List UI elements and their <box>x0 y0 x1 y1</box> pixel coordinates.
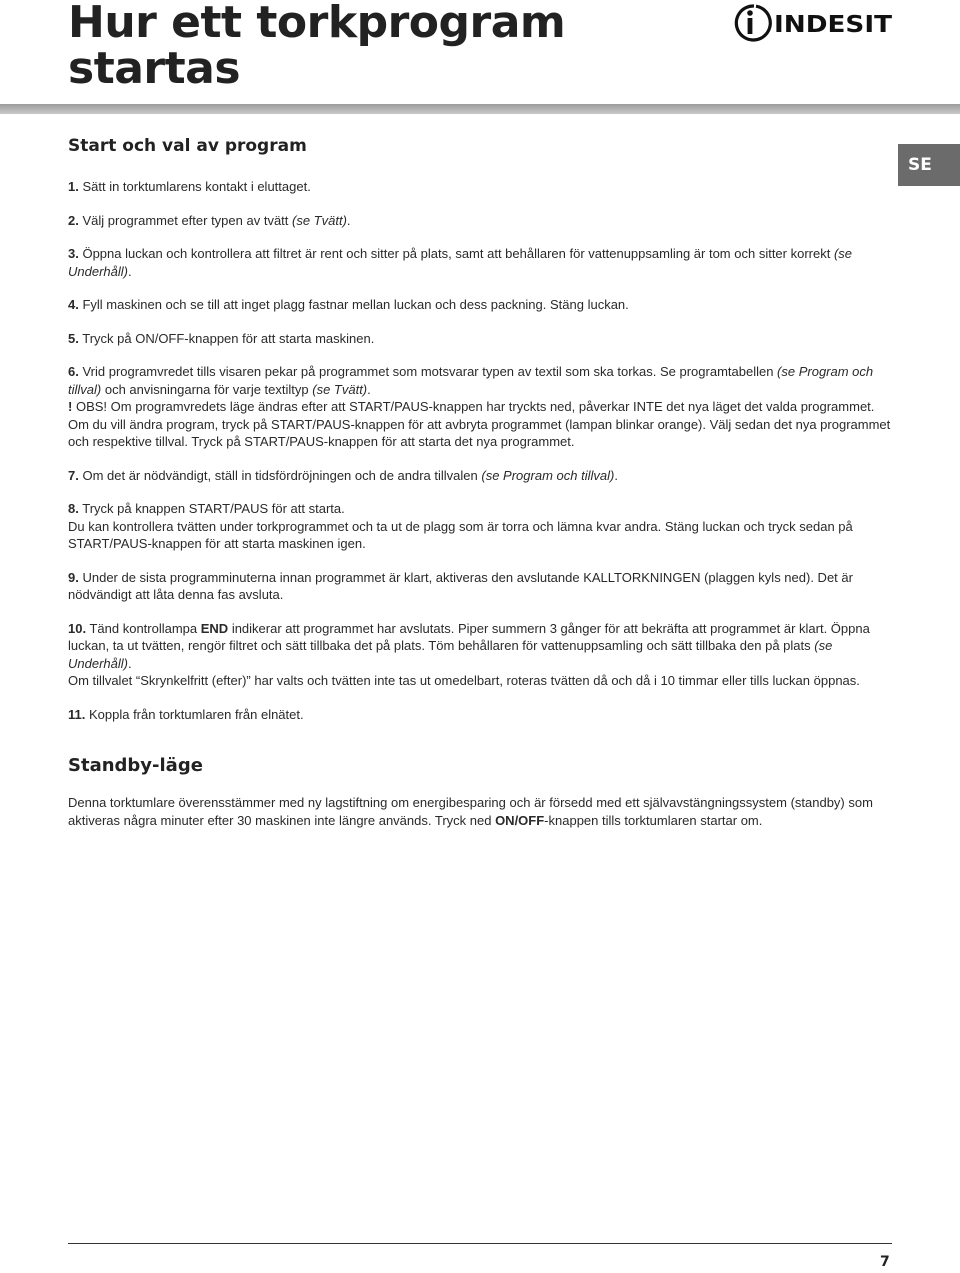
standby-text: Denna torktumlare överensstämmer med ny lagstiftning om energibesparing och är försedd med ett självavstängningssystem (standby) som aktiveras några minuter efter 30 maskinen inte längre används. Tryck ned ON/OFF-knappen tills torktumlaren startar om. <box>68 795 873 828</box>
note-label: OBS! <box>75 399 108 414</box>
indesit-logo-icon <box>736 6 770 40</box>
section-heading-standby: Standby-läge <box>68 755 203 776</box>
step-4: 4. Fyll maskinen och se till att inget plagg fastnar mellan luckan och dess packning. Stäng luckan. <box>68 297 629 312</box>
warning-mark: ! <box>68 399 73 414</box>
page-number: 7 <box>880 1254 890 1270</box>
step-1: 1. Sätt in torktumlarens kontakt i eluttaget. <box>68 179 311 194</box>
language-tab: SE <box>898 144 960 186</box>
brand-name: INDESIT <box>774 12 893 38</box>
header-divider <box>0 104 960 114</box>
section-heading-start: Start och val av program <box>68 136 307 156</box>
step-7: 7. Om det är nödvändigt, ställ in tidsfördröjningen och de andra tillvalen (se Program och tillval). <box>68 467 618 483</box>
indesit-logo <box>730 2 895 44</box>
page-title: Hur ett torkprogram startas <box>68 0 566 94</box>
step-9: 9. Under de sista programminuterna innan programmet är klart, aktiveras den avslutande KALLTORKNINGEN (plaggen kyls ned). Det är nödvändigt att låta denna fas avsluta. <box>68 569 853 602</box>
document-body <box>68 130 898 845</box>
step-5: 5. Tryck på ON/OFF-knappen för att starta maskinen. <box>68 330 375 346</box>
footer-divider <box>68 1243 892 1244</box>
step-10: 10. Tänd kontrollampa END indikerar att programmet har avslutats. Piper summern 3 gånger för att bekräfta att programmet är klart. Öppna luckan, ta ut tvätten, rengör filtret och sätt tillbaka det på plats. Töm behållaren för vattenuppsamling och sätt tillbaka den på plats (se Underhåll). Om tillvalet “Skrynkelfritt (efter)” har valts och tvätten inte tas ut omedelbart, roteras tvätten då och då i 10 timmar eller tills luckan öppnas. <box>68 620 870 688</box>
step-2: 2. Välj programmet efter typen av tvätt (se Tvätt). <box>68 212 351 228</box>
step-3: 3. Öppna luckan och kontrollera att filtret är rent och sitter på plats, samt att behållaren för vattenuppsamling är tom och sitter korrekt (se Underhåll). <box>68 246 853 279</box>
step-8: 8. Tryck på knappen START/PAUS för att starta. Du kan kontrollera tvätten under torkprogrammet och ta ut de plagg som är torra och lämna kvar andra. Stäng luckan och tryck sedan på START/PAUS-knappen för att starta maskinen igen. <box>68 501 853 551</box>
step-11: 11. Koppla från torktumlaren från elnätet. <box>68 706 304 722</box>
step-6: 6. Vrid programvredet tills visaren pekar på programmet som motsvarar typen av textil som ska torkas. Se programtabellen (se Program och tillval) och anvisningarna för varje textiltyp (se Tvätt). ! OBS! Om programvredets läge ändras efter att START/PAUS-knappen har tryckts ned, påverkar INTE det nya läget det valda programmet. Om du vill ändra program, tryck på START/PAUS-knappen för att avbryta programmet (lampan blinkar orange). Välj sedan det nya programmet och respektive tillval. Tryck på START/PAUS-knappen för att starta det nya programmet. <box>68 364 891 449</box>
